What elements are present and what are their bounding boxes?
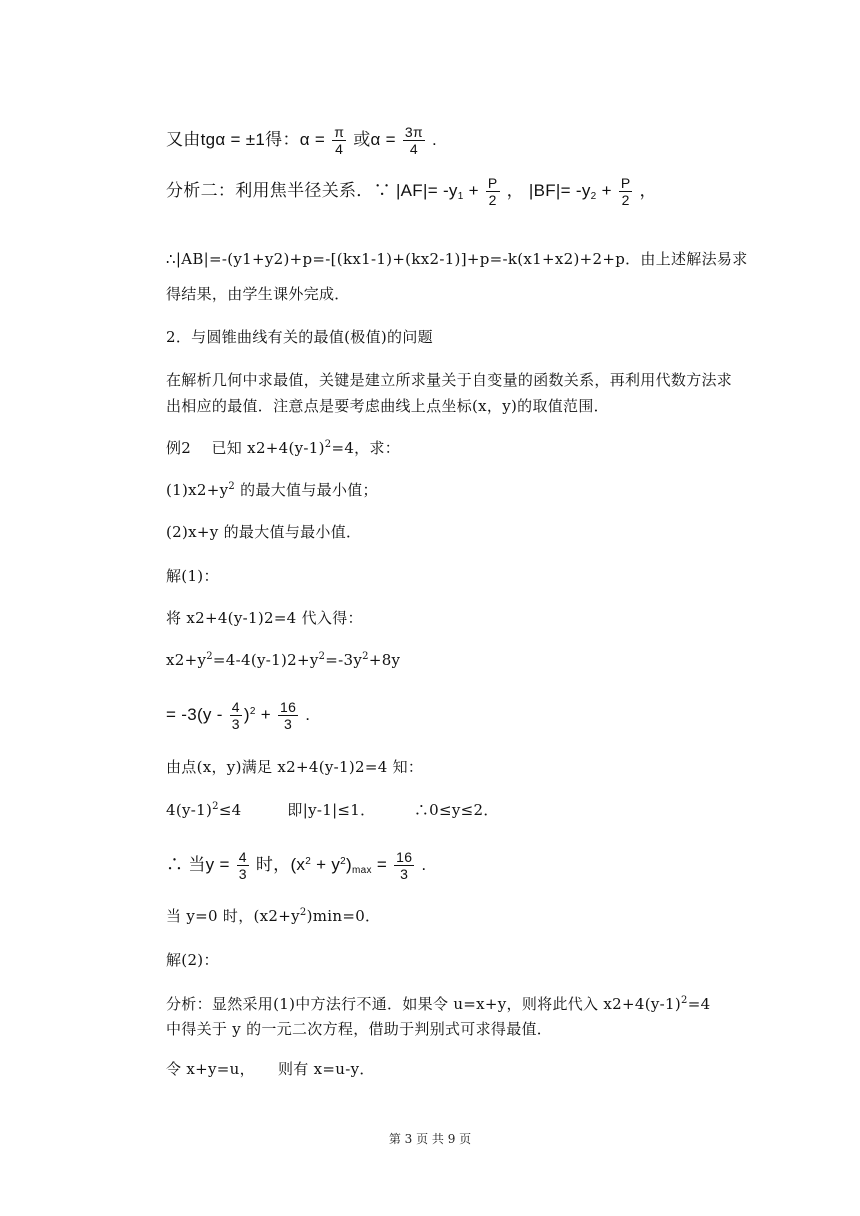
denominator: 4 xyxy=(335,141,344,157)
superscript: 2 xyxy=(206,651,213,662)
text-fragment: 4(y-1) xyxy=(166,801,213,819)
paragraph-line-1: 在解析几何中求最值，关键是建立所求量关于自变量的函数关系，再利用代数方法求 xyxy=(166,371,733,389)
text-fragment: 又由tgα = ±1得：α = xyxy=(166,129,326,149)
denominator: 4 xyxy=(409,141,418,157)
numerator: 4 xyxy=(238,849,247,865)
question-2: (2)x+y 的最大值与最小值． xyxy=(166,523,362,541)
superscript: 2 xyxy=(305,855,312,867)
text-fragment: ) xyxy=(346,854,353,874)
text-fragment: =4 xyxy=(687,995,711,1013)
example-2-statement xyxy=(166,438,400,458)
text-fragment: . xyxy=(305,704,311,724)
text-fragment: (1)x2+y xyxy=(166,481,229,499)
text-fragment: |AF|= -y xyxy=(395,180,458,200)
text-fragment: 例2 已知 x2+4(y-1) xyxy=(166,439,325,457)
text-line-result-note: 得结果，由学生课外完成． xyxy=(166,285,350,303)
fraction-16-over-3 xyxy=(394,849,414,882)
subscript: 1 xyxy=(457,190,464,202)
question-1 xyxy=(166,480,378,500)
equation-complete-square xyxy=(166,699,310,732)
numerator: 16 xyxy=(279,699,297,715)
text-fragment: =-3y xyxy=(325,651,363,669)
text-fragment: ∴ 当y = xyxy=(166,854,230,874)
fraction-p-over-2 xyxy=(486,175,500,208)
superscript: 2 xyxy=(212,801,219,812)
text-fragment: ≤4 即|y-1|≤1． ∴0≤y≤2． xyxy=(218,801,499,819)
text-fragment: . xyxy=(431,129,438,149)
text-fragment: 分析：显然采用(1)中方法行不通．如果令 u=x+y，则将此代入 x2+4(y-1) xyxy=(166,995,682,1013)
denominator: 3 xyxy=(400,866,409,882)
superscript: 2 xyxy=(249,705,256,717)
denominator: 3 xyxy=(284,716,293,732)
text-fragment: 当 y=0 时，(x2+y xyxy=(166,907,300,925)
text-line-substitute: 将 x2+4(y-1)2=4 代入得： xyxy=(166,609,363,627)
page-footer: 第 3 页 共 9 页 xyxy=(388,1132,472,1146)
numerator: 3π xyxy=(404,124,423,140)
text-fragment: ， |BF|= -y xyxy=(506,180,591,200)
text-line-tan-alpha xyxy=(166,124,437,157)
text-fragment: +8y xyxy=(368,651,401,669)
text-fragment: =4-4(y-1)2+y xyxy=(212,651,319,669)
text-fragment: . xyxy=(421,854,427,874)
superscript: 2 xyxy=(340,855,347,867)
denominator: 2 xyxy=(488,192,497,208)
analysis-line-2: 中得关于 y 的一元二次方程，借助于判别式可求得最值． xyxy=(166,1020,553,1038)
text-line-substitution-u: 令 x+y=u， 则有 x=u-y． xyxy=(166,1060,375,1078)
fraction-pi-over-4 xyxy=(332,124,346,157)
fraction-16-over-3 xyxy=(278,699,298,732)
equation-expand xyxy=(166,650,400,670)
numerator: P xyxy=(487,175,498,191)
text-fragment: ) xyxy=(243,704,250,724)
text-fragment: = xyxy=(376,854,388,874)
text-fragment: = -3(y - xyxy=(166,704,223,724)
text-fragment: + xyxy=(260,704,271,724)
analysis-line-1 xyxy=(166,994,710,1014)
text-fragment: + xyxy=(468,180,479,200)
text-line-ab-length: ∴|AB|=-(y1+y2)+p=-[(kx1-1)+(kx2-1)]+p=-k(x1+x2)+2+p．由上述解法易求 xyxy=(166,250,748,268)
denominator: 2 xyxy=(621,192,630,208)
text-fragment: + y xyxy=(311,854,341,874)
fraction-4-over-3 xyxy=(237,849,249,882)
text-line-point-condition: 由点(x，y)满足 x2+4(y-1)2=4 知： xyxy=(166,758,424,776)
text-fragment: 时，(x xyxy=(255,854,306,874)
equation-max-value xyxy=(166,849,426,882)
text-fragment: ， xyxy=(639,180,657,200)
superscript: 2 xyxy=(318,651,326,662)
text-fragment: )min=0． xyxy=(306,907,381,925)
text-fragment: =4，求： xyxy=(331,439,401,457)
text-fragment: 的最大值与最小值； xyxy=(235,481,378,499)
denominator: 3 xyxy=(238,866,247,882)
fraction-4-over-3 xyxy=(230,699,242,732)
paragraph-line-2: 出相应的最值．注意点是要考虑曲线上点坐标(x，y)的取值范围． xyxy=(166,397,609,415)
subscript: max xyxy=(352,864,372,876)
numerator: 16 xyxy=(396,849,413,865)
denominator: 3 xyxy=(231,716,240,732)
text-fragment: 分析二：利用焦半径关系．∵ xyxy=(166,180,396,200)
section-heading-extremum: 2．与圆锥曲线有关的最值(极值)的问题 xyxy=(166,328,433,346)
numerator: π xyxy=(334,124,345,140)
superscript: 2 xyxy=(299,907,307,918)
superscript: 2 xyxy=(228,481,236,492)
text-line-min-value xyxy=(166,906,380,926)
superscript: 2 xyxy=(324,439,332,450)
text-fragment: + xyxy=(601,180,612,200)
fraction-3pi-over-4 xyxy=(403,124,425,157)
superscript: 2 xyxy=(681,995,688,1006)
text-fragment: x2+y xyxy=(166,651,207,669)
inequality-line xyxy=(166,800,499,820)
solution-2-heading: 解(2)： xyxy=(166,951,219,969)
numerator: P xyxy=(620,175,631,191)
text-line-focal-radius xyxy=(166,175,657,208)
subscript: 2 xyxy=(590,190,597,202)
solution-1-heading: 解(1)： xyxy=(166,567,219,585)
superscript: 2 xyxy=(362,651,369,662)
numerator: 4 xyxy=(231,699,240,715)
text-fragment: 或α = xyxy=(353,129,396,149)
fraction-p-over-2 xyxy=(619,175,633,208)
